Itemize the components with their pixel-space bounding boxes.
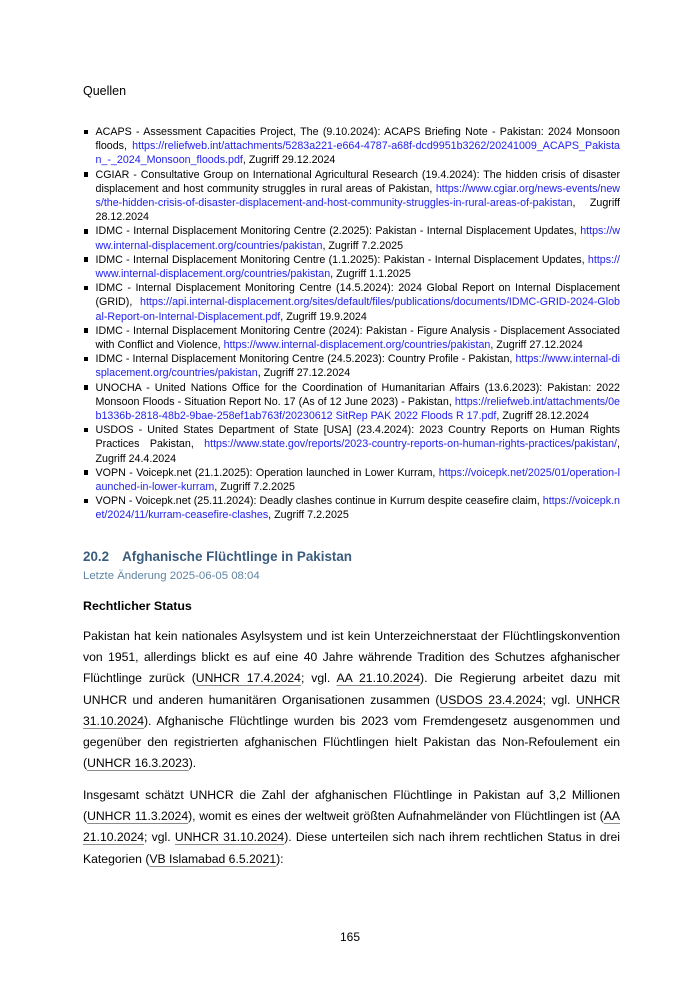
page-content <box>83 0 620 870</box>
source-hyperlink[interactable]: https://reliefweb.int/attachments/0eb1336b-2818-48b2-9bae-258ef1ab763f/20230612 SitRep PAK 2022 Floods R 17.pdf <box>95 395 620 423</box>
source-item: ACAPS - Assessment Capacities Project, The (9.10.2024): ACAPS Briefing Note - Pakistan: 2024 Monsoon floods, https://reliefweb.int/attachments/5283a221-e664-4787-a68f-dcd9951b3262/20241009_ACAPS_Pakistan_-_2024_Monsoon_floods.pdf, Zugriff 29.12.2024 <box>83 125 620 168</box>
citation-link[interactable]: AA 21.10.2024 <box>83 809 620 845</box>
citation-link[interactable]: UNHCR 11.3.2024 <box>87 809 189 824</box>
bullet-square-icon <box>84 257 89 262</box>
source-hyperlink[interactable]: https://www.internal-displacement.org/countries/pakistan <box>95 353 620 380</box>
paragraph: Insgesamt schätzt UNHCR die Zahl der afghanischen Flüchtlinge in Pakistan auf 3,2 Millionen (UNHCR 11.3.2024), womit es eines der weltweit größten Aufnahmeländer von Flüchtlingen ist (AA 21.10.2024; vgl. UNHCR 31.10.2024). Diese unterteilen sich nach ihrem rechtlichen Status in drei Kategorien (VB Islamabad 6.5.2021): <box>83 787 621 866</box>
source-hyperlink[interactable]: https://www.internal-displacement.org/countries/pakistan <box>223 339 491 352</box>
body-paragraphs <box>83 626 620 870</box>
source-hyperlink[interactable]: https://www.cgiar.org/news-events/news/the-hidden-crisis-of-disaster-displacement-and-host-community-struggles-in-rural-areas-of-pakistan <box>95 182 620 210</box>
source-item: CGIAR - Consultative Group on International Agricultural Research (19.4.2024): The hidden crisis of disaster displacement and host community struggles in rural areas of Pakistan, https://www.cgiar.org/news-events/news/the-hidden-crisis-of-disaster-displacement-and-host-community-struggles-in-rural-areas-of-pakistan, Zugriff 28.12.2024 <box>83 168 620 225</box>
source-hyperlink[interactable]: https://reliefweb.int/attachments/5283a221-e664-4787-a68f-dcd9951b3262/20241009_ACAPS_Pakistan_-_2024_Monsoon_floods.pdf <box>95 140 620 167</box>
source-hyperlink[interactable]: https://www.state.gov/reports/2023-country-reports-on-human-rights-practices/pakistan/ <box>204 438 618 451</box>
bullet-square-icon <box>84 470 89 475</box>
source-item: IDMC - Internal Displacement Monitoring Centre (24.5.2023): Country Profile - Pakistan, https://www.internal-displacement.org/countries/pakistan, Zugriff 27.12.2024 <box>83 352 620 380</box>
subsection-heading: Rechtlicher Status <box>83 598 192 613</box>
sources-list <box>83 125 620 523</box>
page-number: 165 <box>339 930 361 944</box>
bullet-square-icon <box>84 172 89 177</box>
source-item: VOPN - Voicepk.net (21.1.2025): Operation launched in Lower Kurram, https://voicepk.net/2025/01/operation-launched-in-lower-kurram, Zugriff 7.2.2025 <box>83 466 620 494</box>
citation-link[interactable]: UNHCR 17.4.2024 <box>195 671 301 686</box>
source-hyperlink[interactable]: https://www.internal-displacement.org/countries/pakistan <box>95 253 620 281</box>
source-item: IDMC - Internal Displacement Monitoring Centre (2.2025): Pakistan - Internal Displacement Updates, https://www.internal-displacement.org/countries/pakistan, Zugriff 7.2.2025 <box>83 224 620 252</box>
citation-link[interactable]: AA 21.10.2024 <box>336 671 421 686</box>
bullet-square-icon <box>84 286 89 291</box>
source-hyperlink[interactable]: https://voicepk.net/2024/11/kurram-ceasefire-clashes <box>95 495 620 522</box>
citation-link[interactable]: UNHCR 16.3.2023 <box>87 756 189 771</box>
source-item: IDMC - Internal Displacement Monitoring Centre (14.5.2024): 2024 Global Report on Internal Displacement (GRID), https://api.internal-displacement.org/sites/default/files/publications/documents/IDMC-GRID-2024-Global-Report-on-Internal-Displacement.pdf, Zugriff 19.9.2024 <box>83 281 620 324</box>
source-hyperlink[interactable]: https://voicepk.net/2025/01/operation-launched-in-lower-kurram <box>95 466 620 494</box>
bullet-square-icon <box>84 130 89 135</box>
section-heading <box>83 549 620 564</box>
bullet-square-icon <box>84 328 89 333</box>
source-item: IDMC - Internal Displacement Monitoring Centre (2024): Pakistan - Figure Analysis - Displacement Associated with Conflict and Violence, https://www.internal-displacement.org/countries/pakistan, Zugriff 27.12.2024 <box>83 324 620 352</box>
bullet-square-icon <box>84 357 89 362</box>
bullet-square-icon <box>84 499 89 504</box>
citation-link[interactable]: USDOS 23.4.2024 <box>439 692 543 707</box>
bullet-square-icon <box>84 385 89 390</box>
bullet-square-icon <box>84 428 89 433</box>
source-item: IDMC - Internal Displacement Monitoring Centre (1.1.2025): Pakistan - Internal Displacement Updates, https://www.internal-displacement.org/countries/pakistan, Zugriff 1.1.2025 <box>83 253 620 281</box>
bullet-square-icon <box>84 229 89 234</box>
sources-heading: Quellen <box>83 84 127 98</box>
source-item: USDOS - United States Department of State [USA] (23.4.2024): 2023 Country Reports on Human Rights Practices Pakistan, https://www.state.gov/reports/2023-country-reports-on-human-rights-practices/pakistan/, Zugriff 24.4.2024 <box>83 423 620 466</box>
last-modified-timestamp: Letzte Änderung 2025-06-05 08:04 <box>83 569 260 582</box>
section-title: Afghanische Flüchtlinge in Pakistan <box>122 548 352 564</box>
source-item: VOPN - Voicepk.net (25.11.2024): Deadly clashes continue in Kurrum despite ceasefire claim, https://voicepk.net/2024/11/kurram-ceasefire-clashes, Zugriff 7.2.2025 <box>83 494 620 522</box>
source-item: UNOCHA - United Nations Office for the Coordination of Humanitarian Affairs (13.6.2023): Pakistan: 2022 Monsoon Floods - Situation Report No. 17 (As of 12 June 2023) - Pakistan, https://reliefweb.int/attachments/0eb1336b-2818-48b2-9bae-258ef1ab763f/20230612 SitRep PAK 2022 Floods R 17.pdf, Zugriff 28.12.2024 <box>83 381 620 424</box>
citation-link[interactable]: VB Islamabad 6.5.2021 <box>149 851 277 866</box>
source-hyperlink[interactable]: https://www.internal-displacement.org/countries/pakistan <box>95 225 620 252</box>
section-number: 20.2 <box>83 548 110 564</box>
source-hyperlink[interactable]: https://api.internal-displacement.org/sites/default/files/publications/documents/IDMC-GRID-2024-Global-Report-on-Internal-Displacement.pdf <box>95 296 620 323</box>
citation-link[interactable]: UNHCR 31.10.2024 <box>174 830 285 845</box>
citation-link[interactable]: UNHCR 31.10.2024 <box>83 692 620 728</box>
paragraph: Pakistan hat kein nationales Asylsystem und ist kein Unterzeichnerstaat der Flüchtlingskonvention von 1951, allerdings blickt es auf eine 40 Jahre währende Tradition des Schutzes afghanischer Flüchtlinge zurück (UNHCR 17.4.2024; vgl. AA 21.10.2024). Die Regierung arbeitet dazu mit UNHCR und anderen humanitären Organisationen zusammen (USDOS 23.4.2024; vgl. UNHCR 31.10.2024). Afghanische Flüchtlinge wurden bis 2023 vom Fremdengesetz ausgenommen und gegenüber den registrierten afghanischen Flüchtlingen hielt Pakistan das Non-Refoulement ein (UNHCR 16.3.2023). <box>83 628 621 771</box>
